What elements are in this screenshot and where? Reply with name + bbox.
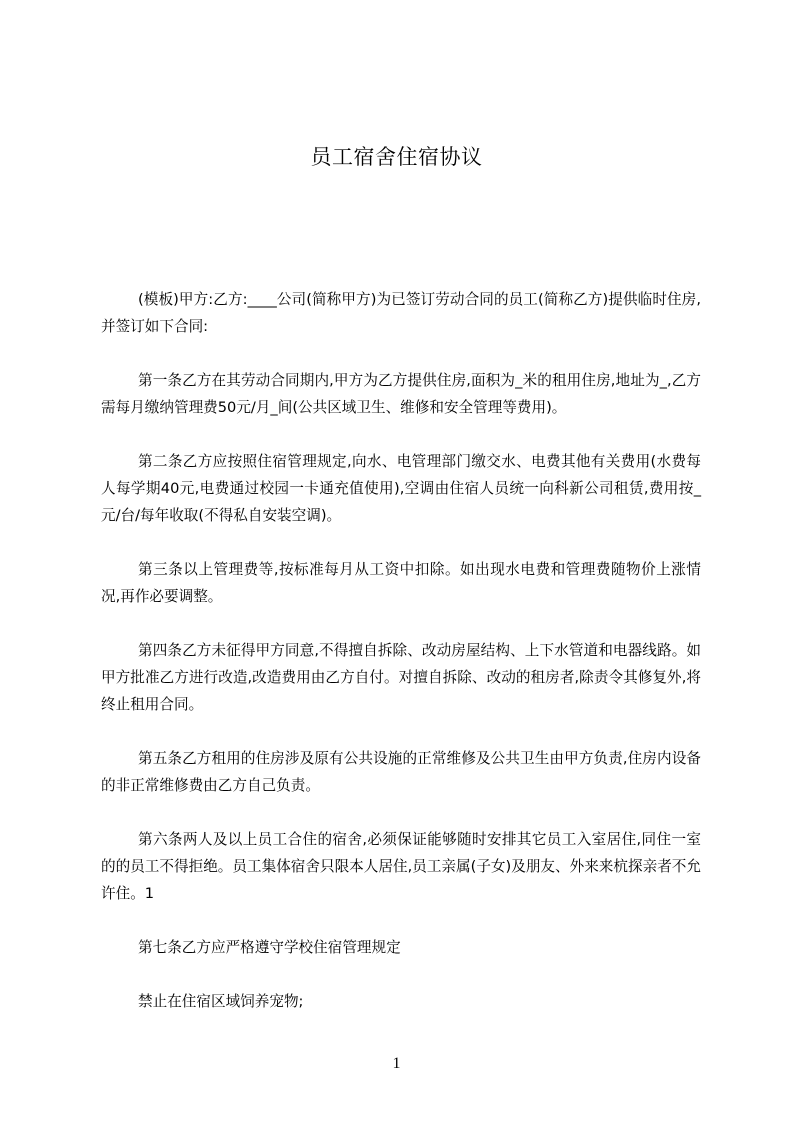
paragraph-article-6: 第六条两人及以上员工合住的宿舍,必须保证能够随时安排其它员工入室居住,同住一室的的员工不得拒绝。员工集体宿舍只限本人居住,员工亲属(子女)及朋友、外来来杭探亲者不允许住。1 [101, 831, 701, 902]
paragraph-article-4: 第四条乙方未征得甲方同意,不得擅自拆除、改动房屋结构、上下水管道和电器线路。如甲方批准乙方进行改造,改造费用由乙方自付。对擅自拆除、改动的租房者,除责令其修复外,将终止租用合同。 [101, 642, 701, 713]
paragraph-rule-pets: 禁止在住宿区域饲养宠物; [138, 993, 304, 1010]
document-title: 员工宿舍住宿协议 [310, 145, 483, 169]
page-number: 1 [392, 1055, 401, 1072]
paragraph-article-7: 第七条乙方应严格遵守学校住宿管理规定 [138, 939, 401, 956]
paragraph-article-3: 第三条以上管理费等,按标准每月从工资中扣除。如出现水电费和管理费随物价上涨情况,再作必要调整。 [101, 561, 701, 605]
paragraph-preamble: (模板)甲方:乙方:____公司(简称甲方)为已签订劳动合同的员工(简称乙方)提供临时住房,并签订如下合同: [101, 291, 701, 335]
paragraph-article-5: 第五条乙方租用的住房涉及原有公共设施的正常维修及公共卫生由甲方负责,住房内设备的非正常维修费由乙方自己负责。 [101, 750, 701, 794]
paragraph-article-2: 第二条乙方应按照住宿管理规定,向水、电管理部门缴交水、电费其他有关费用(水费每人每学期40元,电费通过校园一卡通充值使用),空调由住宿人员统一向科新公司租赁,费用按_元/台/每年收取(不得私自安装空调)。 [101, 453, 701, 524]
paragraph-article-1: 第一条乙方在其劳动合同期内,甲方为乙方提供住房,面积为_米的租用住房,地址为_,乙方需每月缴纳管理费50元/月_间(公共区域卫生、维修和安全管理等费用)。 [101, 372, 701, 416]
